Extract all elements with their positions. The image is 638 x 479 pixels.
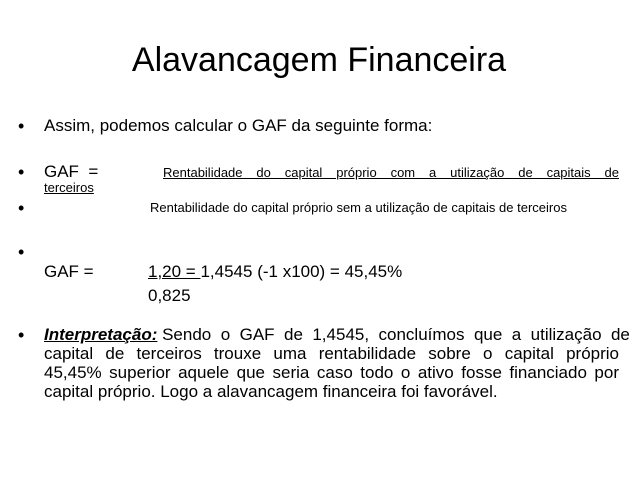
formula-numerator: Rentabilidade do capital próprio com a utilização de capitais de xyxy=(163,165,619,180)
interpretation-label: Interpretação: xyxy=(44,325,158,344)
interpretation-line-4: capital próprio. Logo a alavancagem financeira foi favorável. xyxy=(44,382,498,401)
bullet-5: • xyxy=(18,325,25,345)
bullet-4: • xyxy=(18,242,25,262)
formula-numerator-continued: terceiros xyxy=(44,180,94,195)
formula-denominator: Rentabilidade do capital próprio sem a utilização de capitais de terceiros xyxy=(150,200,567,215)
interpretation-line-1: Interpretação: Sendo o GAF de 1,4545, concluímos que a utilização de xyxy=(44,325,630,344)
interpretation-line-2: capital de terceiros trouxe uma rentabilidade sobre o capital próprio xyxy=(44,344,619,363)
gaf-formula-label: GAF = xyxy=(44,162,99,181)
bullet-2: • xyxy=(18,162,25,182)
bullet-1: • xyxy=(18,116,25,136)
calc-expression xyxy=(148,262,402,282)
slide-title: Alavancagem Financeira xyxy=(131,41,507,79)
calc-label: GAF = xyxy=(44,262,94,281)
calc-denominator: 0,825 xyxy=(148,286,191,305)
calc-numerator: 1,20 = xyxy=(148,262,201,281)
calc-result: 1,4545 (-1 x100) = 45,45% xyxy=(200,262,403,281)
bullet-3: • xyxy=(18,198,25,218)
interpretation-line-3: 45,45% superior aquele que seria caso todo o ativo fosse financiado por xyxy=(44,363,619,382)
intro-text: Assim, podemos calcular o GAF da seguinte forma: xyxy=(44,116,433,135)
